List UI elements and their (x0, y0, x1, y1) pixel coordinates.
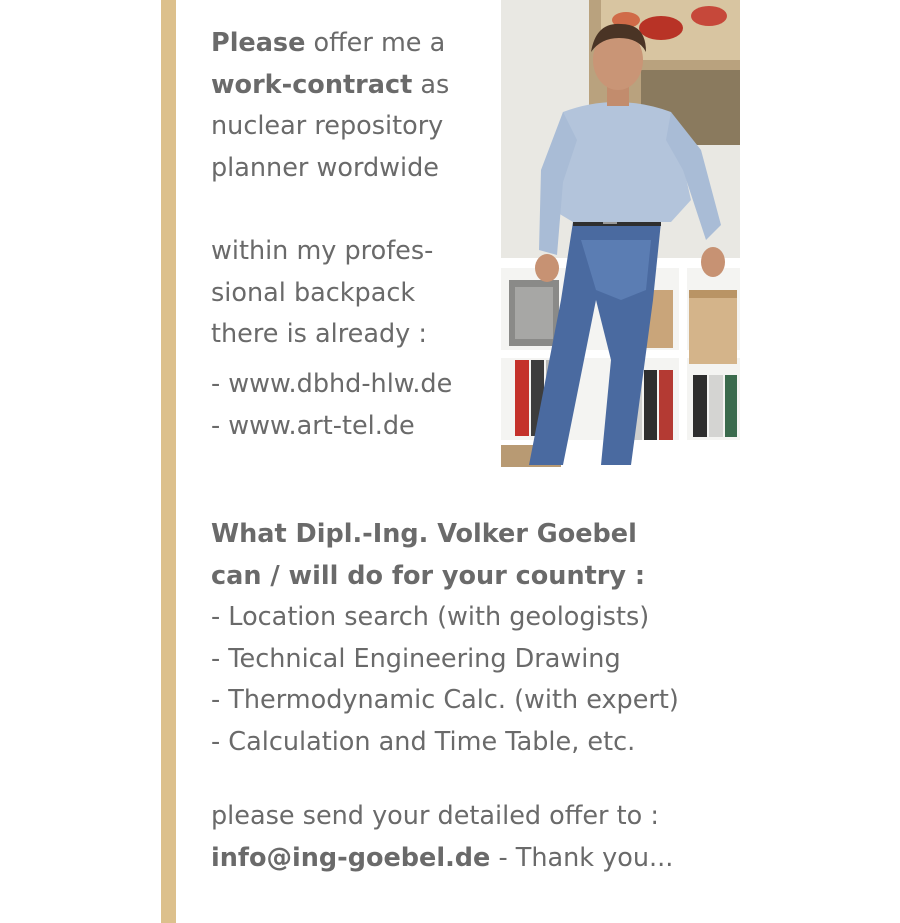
backpack-line: there is already : (211, 319, 427, 350)
portrait-photo (501, 0, 740, 467)
backpack-line: within my profes- (211, 236, 434, 266)
service-item: - Thermodynamic Calc. (with expert) (211, 685, 679, 716)
service-item: - Calculation and Time Table, etc. (211, 726, 636, 757)
contact-email[interactable]: info@ing-goebel.de (211, 842, 491, 873)
intro-line-4: planner wordwide (211, 152, 439, 183)
website-link-art-tel[interactable]: - www.art-tel.de (211, 410, 415, 441)
intro-text-block (211, 23, 449, 189)
website-links-block (211, 364, 452, 447)
portrait-illustration (501, 0, 740, 467)
contact-block (211, 796, 673, 879)
backpack-text-block (211, 231, 433, 356)
backpack-line: sional backpack (211, 277, 416, 308)
services-heading-line-1: What Dipl.-Ing. Volker Goebel (211, 519, 637, 549)
contact-line-2 (211, 838, 673, 880)
left-accent-stripe (161, 0, 176, 923)
contact-line-1: please send your detailed offer to : (211, 801, 659, 831)
intro-line-1: Please offer me a (211, 28, 446, 58)
services-block (211, 514, 679, 764)
website-link-dbhd[interactable]: - www.dbhd-hlw.de (211, 369, 453, 399)
intro-line-2: work-contract as (211, 69, 450, 100)
thank-you-text: - Thank you... (490, 842, 674, 873)
service-item: - Location search (with geologists) (211, 602, 650, 633)
service-item: - Technical Engineering Drawing (211, 643, 621, 674)
services-heading-line-2: can / will do for your country : (211, 560, 646, 591)
intro-line-3: nuclear repository (211, 111, 444, 142)
